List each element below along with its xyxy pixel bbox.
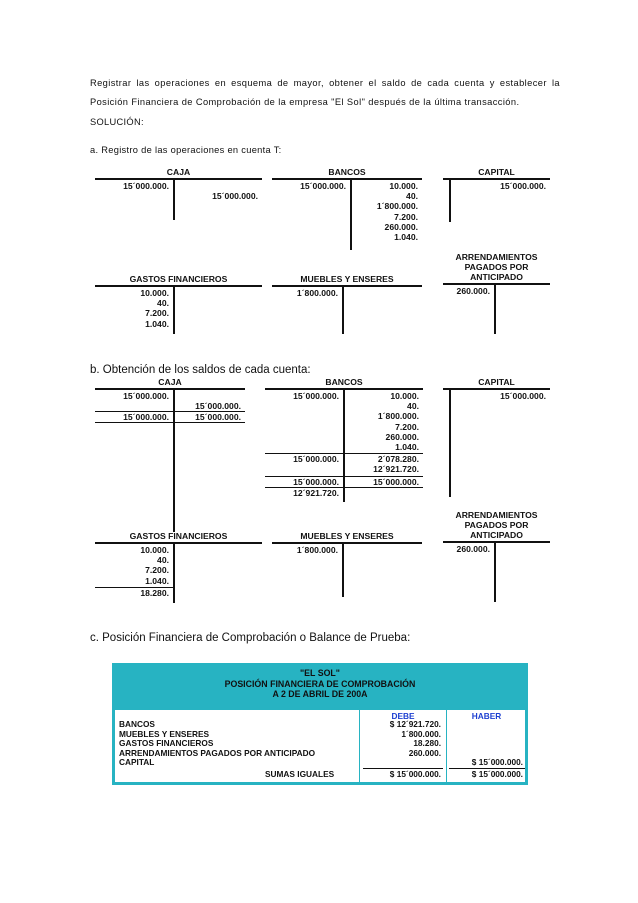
- trial-balance-header: [112, 663, 528, 709]
- account-title: CAJA: [166, 167, 191, 177]
- report-date: A 2 DE ABRIL DE 200A: [272, 689, 368, 699]
- debe-entry: 7.200.: [145, 308, 169, 319]
- t-account-bancos: [272, 167, 422, 250]
- debe-entry: 260.000.: [456, 286, 490, 296]
- t-account-muebles-b: [272, 531, 422, 597]
- t-account-caja: [95, 167, 262, 220]
- haber-entry: 7.200.: [395, 421, 419, 432]
- t-account-arrend: [443, 252, 550, 334]
- row-haber: $ 15´000.000.: [471, 757, 523, 768]
- account-title: ARRENDAMIENTOS: [455, 252, 538, 262]
- column-divider: [446, 710, 447, 782]
- account-top-line: [443, 541, 550, 543]
- account-top-line: [272, 285, 422, 287]
- account-title: BANCOS: [328, 167, 366, 177]
- instructions-paragraph: Registrar las operaciones en esquema de mayor, obtener el saldo de cada cuenta y establecer la Posición Financiera de Comprobación de la empresa "El Sol" después de la última transacción.: [90, 78, 560, 107]
- account-title: PAGADOS POR: [464, 262, 529, 272]
- row-label: MUEBLES Y ENSERES: [119, 728, 210, 739]
- saldo-entry: 12´921.720.: [293, 487, 339, 498]
- debe-total: 15´000.000.: [293, 476, 339, 487]
- step-b-heading: b. Obtención de los saldos de cada cuenta:: [90, 364, 311, 376]
- account-top-line: [272, 178, 422, 180]
- haber-sum: 2´078.280.: [377, 454, 419, 465]
- account-top-line: [443, 178, 550, 180]
- row-label: ARRENDAMIENTOS PAGADOS POR ANTICIPADO: [119, 747, 316, 758]
- account-center-line: [494, 283, 496, 334]
- account-center-line: [173, 285, 175, 334]
- account-center-line: [343, 388, 345, 502]
- debe-entry: 7.200.: [145, 565, 169, 576]
- row-debe: 1´800.000.: [401, 728, 441, 739]
- haber-entry: 15´000.000.: [500, 391, 546, 401]
- haber-total: 15´000.000.: [373, 476, 419, 487]
- debe-entry: 1´800.000.: [296, 545, 338, 555]
- haber-entry: 15´000.000.: [500, 181, 546, 191]
- debe-entry: 15´000.000.: [300, 181, 346, 191]
- account-top-line: [95, 542, 262, 544]
- account-title: MUEBLES Y ENSERES: [300, 531, 394, 541]
- total-line: [95, 422, 245, 423]
- haber-entry: 1.040.: [394, 232, 418, 242]
- haber-entry: 15´000.000.: [195, 401, 241, 412]
- t-account-arrend-b: [443, 510, 550, 602]
- haber-entry: 10.000.: [389, 181, 418, 191]
- debe-entry: 10.000.: [140, 288, 169, 298]
- account-title: GASTOS FINANCIEROS: [129, 274, 228, 284]
- row-debe: 260.000.: [408, 747, 441, 758]
- t-account-gastos-b: [95, 531, 262, 603]
- account-title: GASTOS FINANCIEROS: [129, 531, 228, 541]
- account-title: CAPITAL: [478, 377, 515, 387]
- debe-entry: 1´800.000.: [296, 288, 338, 298]
- row-label: GASTOS FINANCIEROS: [119, 738, 214, 749]
- total-debe: $ 15´000.000.: [389, 769, 441, 779]
- debe-entry: 15´000.000.: [123, 181, 169, 191]
- t-account-caja-b: [95, 377, 245, 532]
- account-title: ARRENDAMIENTOS: [455, 510, 538, 520]
- haber-total: 15´000.000.: [195, 412, 241, 423]
- column-divider: [359, 710, 360, 782]
- t-account-capital: [443, 167, 550, 222]
- account-title: CAPITAL: [478, 167, 515, 177]
- saldo-entry: 18.280.: [140, 587, 169, 598]
- row-debe: 18.280.: [413, 738, 441, 749]
- account-title: PAGADOS POR: [464, 520, 529, 530]
- row-label: BANCOS: [119, 719, 155, 729]
- row-label: CAPITAL: [119, 757, 155, 768]
- debe-entry: 15´000.000.: [293, 391, 339, 401]
- haber-entry: 7.200.: [394, 211, 418, 222]
- debe-entry: 40.: [157, 555, 169, 566]
- account-top-line: [95, 178, 262, 180]
- company-name: "EL SOL": [300, 668, 340, 678]
- haber-entry: 1.040.: [395, 442, 419, 452]
- debe-total: 15´000.000.: [123, 412, 169, 423]
- haber-entry: 40.: [407, 401, 419, 412]
- account-title: CAJA: [158, 377, 182, 387]
- debe-entry: 15´000.000.: [123, 391, 169, 401]
- account-center-line: [449, 388, 451, 497]
- account-top-line: [443, 283, 550, 285]
- debe-entry: 260.000.: [456, 544, 490, 554]
- debe-column-header: DEBE: [391, 711, 415, 721]
- account-title: MUEBLES Y ENSERES: [300, 274, 394, 284]
- trial-balance-body: [115, 710, 525, 782]
- account-center-line: [342, 542, 344, 597]
- haber-entry: 10.000.: [390, 391, 419, 401]
- account-center-line: [173, 178, 175, 220]
- debe-entry: 10.000.: [140, 545, 169, 555]
- account-title: BANCOS: [325, 377, 363, 387]
- haber-sum: 12´921.720.: [373, 464, 419, 475]
- debe-sum: 15´000.000.: [293, 454, 339, 465]
- debe-entry: 1.040.: [145, 575, 169, 586]
- account-title: ANTICIPADO: [470, 272, 523, 282]
- account-top-line: [95, 388, 245, 390]
- account-center-line: [494, 541, 496, 602]
- haber-entry: 15´000.000.: [212, 191, 258, 202]
- haber-entry: 1´800.000.: [377, 411, 419, 422]
- step-a-heading: a. Registro de las operaciones en cuenta T:: [90, 145, 282, 155]
- t-account-capital-b: [443, 377, 550, 497]
- account-top-line: [272, 542, 422, 544]
- account-center-line: [350, 178, 352, 250]
- debe-entry: 40.: [157, 298, 169, 309]
- account-top-line: [443, 388, 550, 390]
- totals-label: SUMAS IGUALES: [265, 769, 335, 779]
- account-title: ANTICIPADO: [470, 530, 523, 540]
- account-center-line: [173, 388, 175, 532]
- step-c-heading: c. Posición Financiera de Comprobación o Balance de Prueba:: [90, 632, 411, 644]
- report-title: POSICIÓN FINANCIERA DE COMPROBACIÓN: [224, 678, 416, 689]
- solution-label: SOLUCIÓN:: [90, 117, 144, 127]
- account-center-line: [342, 285, 344, 334]
- haber-entry: 1´800.000.: [376, 201, 418, 212]
- trial-balance-table: [112, 663, 528, 785]
- debe-entry: 1.040.: [145, 318, 169, 329]
- t-account-gastos: [95, 274, 262, 334]
- account-top-line: [95, 285, 262, 287]
- t-account-muebles: [272, 274, 422, 334]
- haber-column-header: HABER: [471, 711, 502, 721]
- haber-entry: 260.000.: [384, 221, 418, 232]
- haber-entry: 40.: [406, 191, 418, 202]
- haber-entry: 260.000.: [385, 431, 419, 442]
- account-center-line: [449, 178, 451, 222]
- t-account-bancos-b: [265, 377, 423, 502]
- row-debe: $ 12´921.720.: [389, 719, 441, 729]
- account-center-line: [173, 542, 175, 603]
- total-haber: $ 15´000.000.: [471, 769, 523, 779]
